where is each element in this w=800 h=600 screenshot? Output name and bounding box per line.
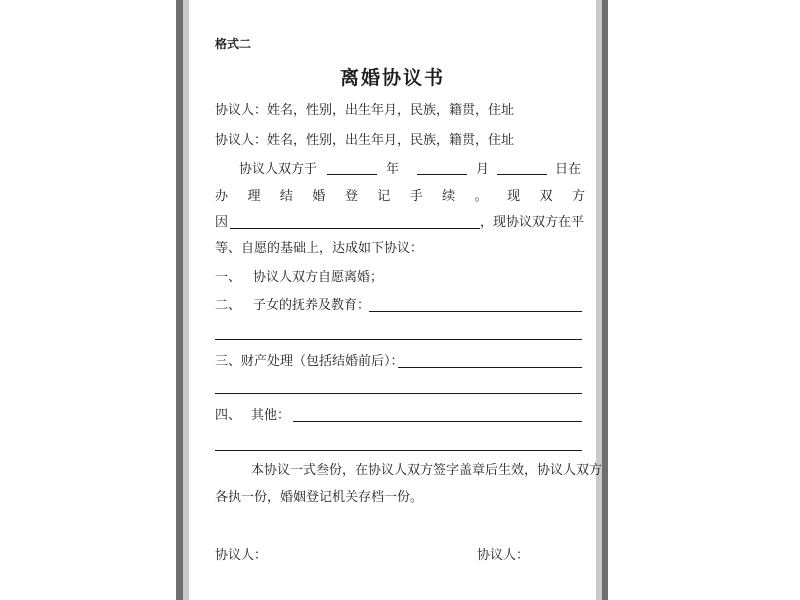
- handled-char: 理: [247, 189, 261, 204]
- clause-1-text: 协议人双方自愿离婚；: [253, 270, 384, 285]
- handled-char: 续: [442, 189, 456, 204]
- day-blank: [497, 174, 547, 175]
- reason-suffix: ，现协议双方在平: [480, 215, 585, 230]
- clause-3-blank: [398, 367, 582, 368]
- document-page: [189, 0, 603, 600]
- reason-prefix: 因: [215, 215, 229, 230]
- document-title: 离婚协议书: [339, 67, 445, 89]
- month-blank: [417, 174, 467, 175]
- handled-char: 登: [344, 189, 358, 204]
- party-line-2: 协议人：姓名，性别，出生年月，民族，籍贯，住址: [215, 133, 515, 148]
- date-intro: 协议人双方于: [239, 162, 318, 177]
- handled-char: 方: [571, 189, 585, 204]
- clause-3-text: 三、财产处理（包括结婚前后）：: [215, 354, 404, 369]
- handled-char: 婚: [312, 189, 326, 204]
- equality-line: 等、自愿的基础上，达成如下协议：: [215, 241, 424, 256]
- closing-line-2: 各执一份，婚姻登记机关存档一份。: [215, 490, 424, 505]
- handled-char: 。: [474, 189, 488, 204]
- signature-right-label: 协议人：: [477, 548, 530, 563]
- clause-2-blank-line: [215, 339, 582, 340]
- format-label: 格式二: [215, 37, 252, 51]
- date-year-label: 年: [386, 162, 400, 177]
- page-shadow-right: [596, 0, 602, 600]
- closing-line-1: 本协议一式叁份，在协议人双方签字盖章后生效，协议人双方: [251, 463, 603, 478]
- clause-3-blank-line: [215, 393, 582, 394]
- handled-char: 记: [377, 189, 391, 204]
- handled-line: [215, 189, 585, 205]
- handled-char: 双: [539, 189, 553, 204]
- handled-char: 办: [215, 189, 229, 204]
- clause-4-blank-line: [215, 450, 582, 451]
- clause-4-number: 四、: [215, 408, 242, 423]
- reason-blank: [230, 228, 480, 229]
- clause-4-blank: [293, 421, 582, 422]
- year-blank: [327, 174, 377, 175]
- signature-left-label: 协议人：: [215, 548, 268, 563]
- handled-char: 结: [279, 189, 293, 204]
- handled-char: 现: [507, 189, 521, 204]
- handled-char: 手: [409, 189, 423, 204]
- clause-1-number: 一、: [215, 270, 242, 285]
- clause-2-blank: [369, 311, 582, 312]
- date-tail: 日在: [555, 162, 582, 177]
- clause-2-number: 二、: [215, 298, 242, 313]
- date-month-label: 月: [476, 162, 490, 177]
- clause-4-text: 其他：: [251, 408, 291, 423]
- party-line-1: 协议人：姓名，性别，出生年月，民族，籍贯，住址: [215, 103, 515, 118]
- clause-2-text: 子女的抚养及教育：: [253, 298, 371, 313]
